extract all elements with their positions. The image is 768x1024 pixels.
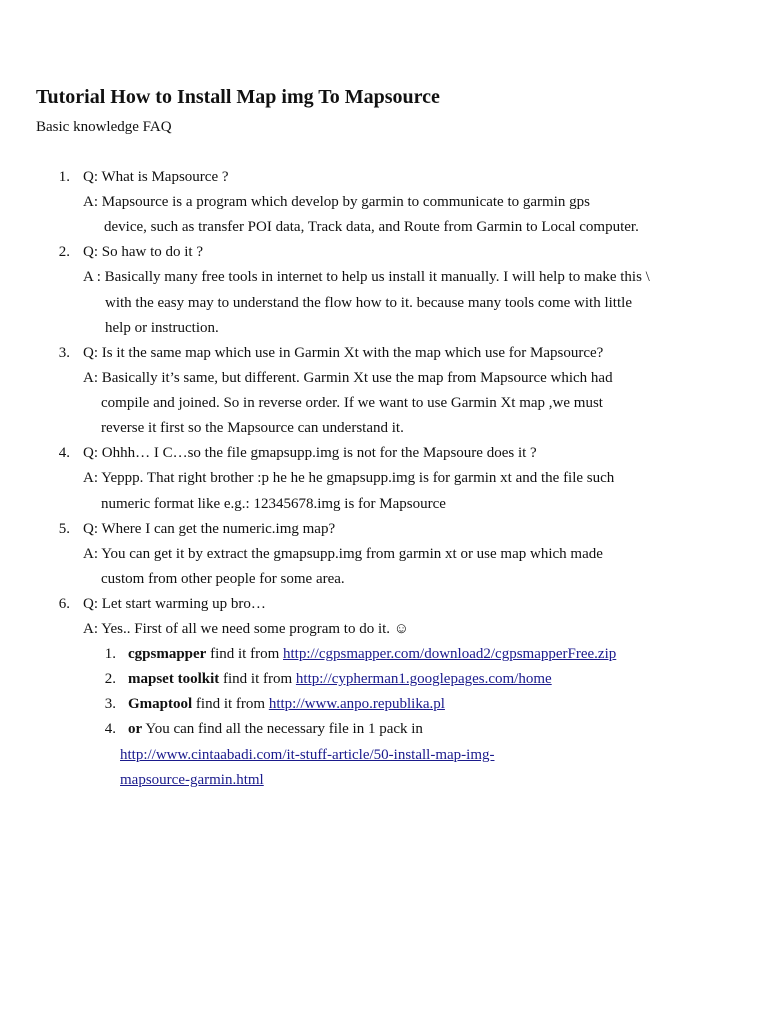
answer-line: A : Basically many free tools in internet to help us install it manually. I will help to make this \: [83, 269, 650, 285]
tool-item-pack: [128, 720, 423, 738]
question: Q: Ohhh… I C…so the file gmapsupp.img is not for the Mapsoure does it ?: [83, 445, 537, 461]
tool-number: 4.: [104, 721, 116, 737]
tool-name: or: [128, 721, 143, 737]
tool-text: find it from: [206, 646, 283, 662]
tool-item-mapset-toolkit: [128, 670, 552, 688]
item-number: 5.: [58, 521, 70, 537]
answer-line: with the easy may to understand the flow how to it. because many tools come with little: [105, 295, 632, 311]
answer-line: A: You can get it by extract the gmapsupp.img from garmin xt or use map which made: [83, 546, 603, 562]
answer-line: A: Yes.. First of all we need some program to do it. ☺: [83, 621, 410, 637]
pack-link-line-1[interactable]: http://www.cintaabadi.com/it-stuff-article/50-install-map-img-: [120, 747, 495, 763]
answer-line: reverse it first so the Mapsource can understand it.: [101, 420, 404, 436]
cgpsmapper-link[interactable]: http://cgpsmapper.com/download2/cgpsmapperFree.zip: [283, 646, 617, 662]
tool-name: Gmaptool: [128, 696, 193, 712]
mapset-toolkit-link[interactable]: http://cypherman1.googlepages.com/home: [295, 671, 552, 687]
question: Q: What is Mapsource ?: [83, 169, 229, 185]
item-number: 4.: [58, 445, 70, 461]
tool-number: 2.: [104, 671, 116, 687]
tool-item-gmaptool: [128, 695, 445, 713]
tool-name: cgpsmapper: [128, 646, 207, 662]
answer-line: device, such as transfer POI data, Track data, and Route from Garmin to Local computer.: [104, 219, 639, 235]
item-number: 1.: [58, 169, 70, 185]
question: Q: Is it the same map which use in Garmin Xt with the map which use for Mapsource?: [83, 345, 604, 361]
tool-text: find it from: [219, 671, 296, 687]
answer-line: help or instruction.: [105, 320, 219, 336]
answer-line: numeric format like e.g.: 12345678.img is for Mapsource: [101, 496, 446, 512]
answer-line: A: Yeppp. That right brother :p he he he gmapsupp.img is for garmin xt and the file such: [83, 470, 615, 486]
subtitle: Basic knowledge FAQ: [36, 119, 172, 135]
tool-item-cgpsmapper: [128, 645, 616, 663]
answer-line: compile and joined. So in reverse order. If we want to use Garmin Xt map ,we must: [101, 395, 603, 411]
question: Q: Where I can get the numeric.img map?: [83, 521, 336, 537]
tool-text: find it from: [192, 696, 269, 712]
tool-text: You can find all the necessary file in 1 pack in: [142, 721, 423, 737]
pack-link-line-2[interactable]: mapsource-garmin.html: [120, 772, 264, 788]
gmaptool-link[interactable]: http://www.anpo.republika.pl: [268, 696, 445, 712]
tool-number: 3.: [104, 696, 116, 712]
question: Q: Let start warming up bro…: [83, 596, 266, 612]
item-number: 6.: [58, 596, 70, 612]
item-number: 3.: [58, 345, 70, 361]
answer-line: custom from other people for some area.: [101, 571, 345, 587]
answer-line: A: Basically it’s same, but different. Garmin Xt use the map from Mapsource which had: [83, 370, 613, 386]
tool-name: mapset toolkit: [128, 671, 220, 687]
page-title: Tutorial How to Install Map img To Mapsource: [36, 86, 440, 108]
answer-line: A: Mapsource is a program which develop by garmin to communicate to garmin gps: [83, 194, 590, 210]
question: Q: So haw to do it ?: [83, 244, 203, 260]
tool-number: 1.: [104, 646, 116, 662]
item-number: 2.: [58, 244, 70, 260]
